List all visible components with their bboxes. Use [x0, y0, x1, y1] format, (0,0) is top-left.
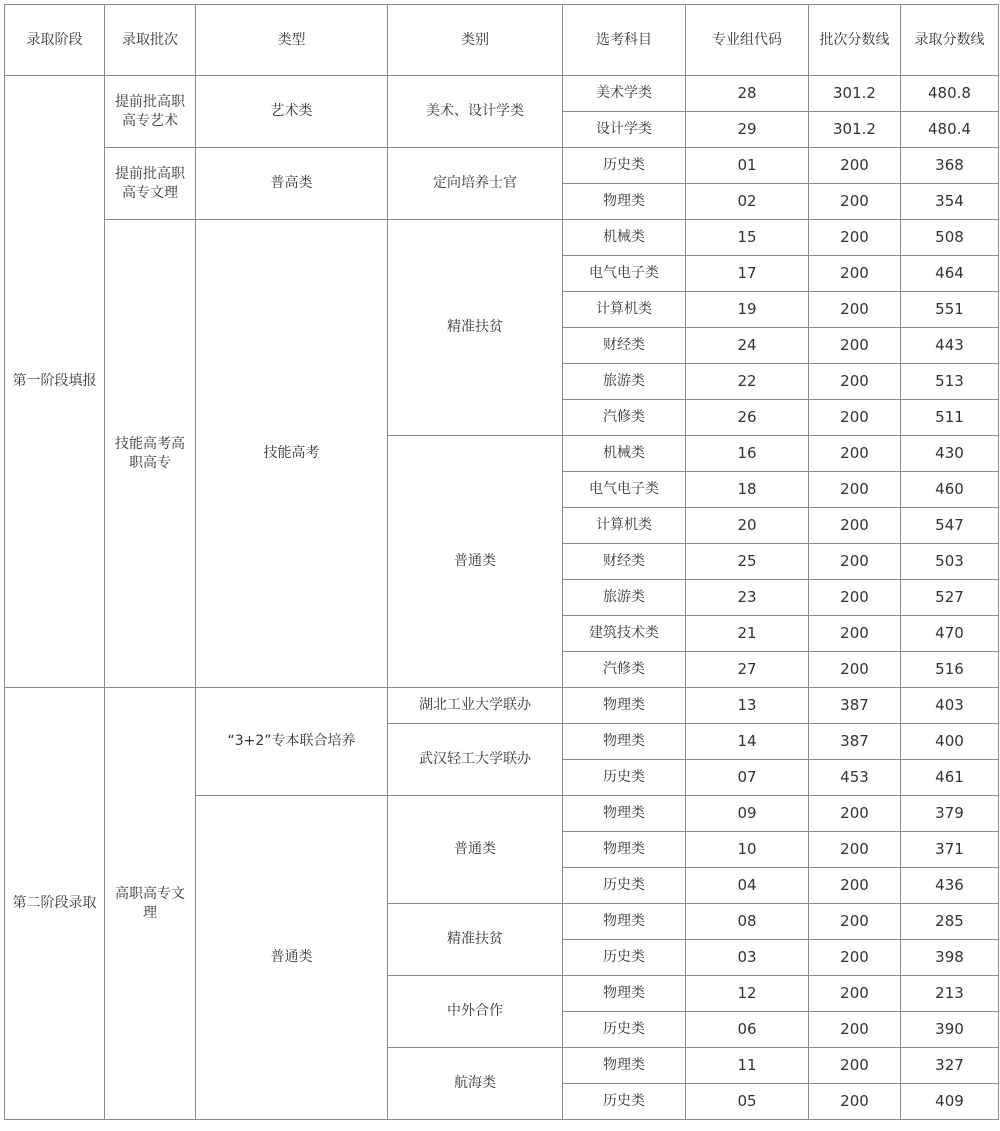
batch-line-cell: 200 — [809, 868, 901, 904]
header-batch-line: 批次分数线 — [809, 5, 901, 76]
subject-cell: 电气电子类 — [563, 472, 686, 508]
code-cell: 13 — [686, 688, 809, 724]
batch-line-cell: 200 — [809, 148, 901, 184]
subject-cell: 物理类 — [563, 1048, 686, 1084]
type-cell: 技能高考 — [196, 220, 388, 688]
category-cell: 美术、设计学类 — [388, 76, 563, 148]
admit-line-cell: 551 — [901, 292, 999, 328]
admit-line-cell: 436 — [901, 868, 999, 904]
type-cell: 普通类 — [196, 796, 388, 1120]
code-cell: 04 — [686, 868, 809, 904]
batch-line-cell: 301.2 — [809, 112, 901, 148]
subject-cell: 汽修类 — [563, 400, 686, 436]
subject-cell: 物理类 — [563, 688, 686, 724]
category-cell: 普通类 — [388, 436, 563, 688]
subject-cell: 历史类 — [563, 940, 686, 976]
type-cell: “3+2”专本联合培养 — [196, 688, 388, 796]
header-code: 专业组代码 — [686, 5, 809, 76]
admit-line-cell: 400 — [901, 724, 999, 760]
table-row — [5, 148, 999, 184]
admit-line-cell: 390 — [901, 1012, 999, 1048]
code-cell: 01 — [686, 148, 809, 184]
admit-line-cell: 547 — [901, 508, 999, 544]
subject-cell: 设计学类 — [563, 112, 686, 148]
category-cell: 武汉轻工大学联办 — [388, 724, 563, 796]
admit-line-cell: 409 — [901, 1084, 999, 1120]
code-cell: 03 — [686, 940, 809, 976]
code-cell: 16 — [686, 436, 809, 472]
admit-line-cell: 460 — [901, 472, 999, 508]
header-admit-line: 录取分数线 — [901, 5, 999, 76]
subject-cell: 机械类 — [563, 220, 686, 256]
batch-line-cell: 200 — [809, 580, 901, 616]
batch-line-cell: 200 — [809, 472, 901, 508]
subject-cell: 历史类 — [563, 1084, 686, 1120]
batch-line-cell: 200 — [809, 328, 901, 364]
code-cell: 12 — [686, 976, 809, 1012]
batch-line-cell: 200 — [809, 1012, 901, 1048]
table-row — [5, 220, 999, 256]
code-cell: 24 — [686, 328, 809, 364]
subject-cell: 物理类 — [563, 904, 686, 940]
admit-line-cell: 516 — [901, 652, 999, 688]
code-cell: 29 — [686, 112, 809, 148]
batch-line-cell: 200 — [809, 616, 901, 652]
admit-line-cell: 285 — [901, 904, 999, 940]
admit-line-cell: 368 — [901, 148, 999, 184]
code-cell: 10 — [686, 832, 809, 868]
category-cell: 定向培养士官 — [388, 148, 563, 220]
subject-cell: 美术学类 — [563, 76, 686, 112]
header-batch: 录取批次 — [105, 5, 196, 76]
batch-cell: 高职高专文理 — [105, 688, 196, 1120]
category-cell: 精准扶贫 — [388, 904, 563, 976]
batch-line-cell: 200 — [809, 292, 901, 328]
code-cell: 26 — [686, 400, 809, 436]
code-cell: 05 — [686, 1084, 809, 1120]
batch-cell: 技能高考高职高专 — [105, 220, 196, 688]
header-stage: 录取阶段 — [5, 5, 105, 76]
batch-line-cell: 387 — [809, 724, 901, 760]
subject-cell: 物理类 — [563, 184, 686, 220]
batch-line-cell: 200 — [809, 508, 901, 544]
batch-line-cell: 387 — [809, 688, 901, 724]
admit-line-cell: 213 — [901, 976, 999, 1012]
header-row — [5, 5, 999, 76]
batch-line-cell: 200 — [809, 400, 901, 436]
batch-cell: 提前批高职高专文理 — [105, 148, 196, 220]
subject-cell: 旅游类 — [563, 364, 686, 400]
code-cell: 15 — [686, 220, 809, 256]
admit-line-cell: 461 — [901, 760, 999, 796]
subject-cell: 财经类 — [563, 328, 686, 364]
batch-line-cell: 200 — [809, 940, 901, 976]
code-cell: 17 — [686, 256, 809, 292]
stage-cell: 第一阶段填报 — [5, 76, 105, 688]
code-cell: 25 — [686, 544, 809, 580]
code-cell: 27 — [686, 652, 809, 688]
admit-line-cell: 430 — [901, 436, 999, 472]
batch-line-cell: 200 — [809, 436, 901, 472]
code-cell: 07 — [686, 760, 809, 796]
subject-cell: 物理类 — [563, 976, 686, 1012]
admit-line-cell: 470 — [901, 616, 999, 652]
category-cell: 精准扶贫 — [388, 220, 563, 436]
batch-line-cell: 453 — [809, 760, 901, 796]
subject-cell: 计算机类 — [563, 508, 686, 544]
code-cell: 28 — [686, 76, 809, 112]
subject-cell: 机械类 — [563, 436, 686, 472]
code-cell: 20 — [686, 508, 809, 544]
batch-line-cell: 200 — [809, 364, 901, 400]
batch-line-cell: 200 — [809, 796, 901, 832]
batch-line-cell: 200 — [809, 1048, 901, 1084]
code-cell: 21 — [686, 616, 809, 652]
code-cell: 06 — [686, 1012, 809, 1048]
batch-line-cell: 200 — [809, 652, 901, 688]
batch-line-cell: 301.2 — [809, 76, 901, 112]
table-row — [5, 688, 999, 724]
batch-line-cell: 200 — [809, 256, 901, 292]
admit-line-cell: 403 — [901, 688, 999, 724]
admit-line-cell: 508 — [901, 220, 999, 256]
subject-cell: 财经类 — [563, 544, 686, 580]
code-cell: 22 — [686, 364, 809, 400]
header-type: 类型 — [196, 5, 388, 76]
admit-line-cell: 327 — [901, 1048, 999, 1084]
subject-cell: 旅游类 — [563, 580, 686, 616]
admit-line-cell: 398 — [901, 940, 999, 976]
admit-line-cell: 354 — [901, 184, 999, 220]
category-cell: 湖北工业大学联办 — [388, 688, 563, 724]
subject-cell: 物理类 — [563, 724, 686, 760]
table-row — [5, 76, 999, 112]
batch-line-cell: 200 — [809, 1084, 901, 1120]
admit-line-cell: 443 — [901, 328, 999, 364]
admit-line-cell: 480.8 — [901, 76, 999, 112]
batch-line-cell: 200 — [809, 976, 901, 1012]
batch-line-cell: 200 — [809, 832, 901, 868]
code-cell: 14 — [686, 724, 809, 760]
admission-score-table — [4, 4, 999, 1120]
admit-line-cell: 480.4 — [901, 112, 999, 148]
category-cell: 普通类 — [388, 796, 563, 904]
stage-cell: 第二阶段录取 — [5, 688, 105, 1120]
code-cell: 08 — [686, 904, 809, 940]
batch-line-cell: 200 — [809, 904, 901, 940]
batch-line-cell: 200 — [809, 220, 901, 256]
admit-line-cell: 464 — [901, 256, 999, 292]
type-cell: 普高类 — [196, 148, 388, 220]
subject-cell: 历史类 — [563, 1012, 686, 1048]
subject-cell: 历史类 — [563, 760, 686, 796]
code-cell: 23 — [686, 580, 809, 616]
batch-line-cell: 200 — [809, 184, 901, 220]
batch-line-cell: 200 — [809, 544, 901, 580]
subject-cell: 建筑技术类 — [563, 616, 686, 652]
admit-line-cell: 371 — [901, 832, 999, 868]
admit-line-cell: 503 — [901, 544, 999, 580]
admit-line-cell: 527 — [901, 580, 999, 616]
subject-cell: 电气电子类 — [563, 256, 686, 292]
category-cell: 中外合作 — [388, 976, 563, 1048]
code-cell: 19 — [686, 292, 809, 328]
subject-cell: 历史类 — [563, 148, 686, 184]
code-cell: 09 — [686, 796, 809, 832]
subject-cell: 历史类 — [563, 868, 686, 904]
code-cell: 02 — [686, 184, 809, 220]
code-cell: 18 — [686, 472, 809, 508]
subject-cell: 汽修类 — [563, 652, 686, 688]
admit-line-cell: 511 — [901, 400, 999, 436]
header-subject: 选考科目 — [563, 5, 686, 76]
type-cell: 艺术类 — [196, 76, 388, 148]
admit-line-cell: 513 — [901, 364, 999, 400]
subject-cell: 计算机类 — [563, 292, 686, 328]
header-category: 类别 — [388, 5, 563, 76]
subject-cell: 物理类 — [563, 796, 686, 832]
admit-line-cell: 379 — [901, 796, 999, 832]
category-cell: 航海类 — [388, 1048, 563, 1120]
code-cell: 11 — [686, 1048, 809, 1084]
batch-cell: 提前批高职高专艺术 — [105, 76, 196, 148]
subject-cell: 物理类 — [563, 832, 686, 868]
